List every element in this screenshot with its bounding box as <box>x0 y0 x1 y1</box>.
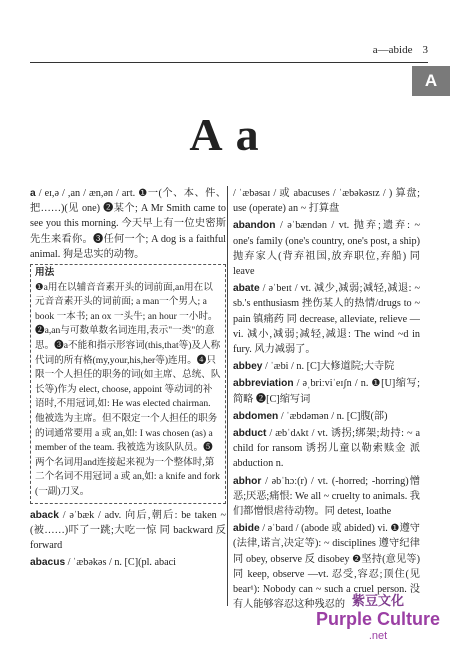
usage-note-text: ❶a用在以辅音音素开头的词前面,an用在以元音音素开头的词前面; a man一个男人; a book 一本书; an ox 一头牛; an hour 一小时。❷a,an与可数单数名词连用,表示"一类"的意思。❸a不能和指示形容词(this,that等)及人称代词的所有格(my,your,his,her等)连用。❹只限一个人担任的职务的词(如主席、总统、队长等)作为 elect, choose, appoint 等动词的补语时,不用冠词,如: He was elected chairman. 他被选为主席。但不限定一个人担任的职务的词通常要用 a 或 an,如: I was chosen (as) a member of the team. 我被选为该队队员。❺两个名词用and连接起来视为一个整体时,第二个名词不用冠词 a 或 an,如: a knife and fork (一副)刀叉。 <box>35 281 221 497</box>
headword: abandon <box>233 220 276 232</box>
headword: abduct <box>233 428 267 440</box>
headword: a <box>30 188 36 199</box>
headword: aback <box>30 509 59 521</box>
headword: abbey <box>233 361 263 373</box>
headword: abdomen <box>233 410 279 422</box>
entry-abide: abide / əˈbaɪd / (abode 或 abided) vi. ❶遵守(法律,诺言,决定等): ~ disciplines 遵守纪律 同 obey, observe 反 disobey ❷坚持(意见等) 同 keep, observe —vt. 忍受,容忍;顶住(见 bear¹): Nobody can ~ such a cruel person. 没有人能够容忍这种残忍的 <box>233 523 420 611</box>
usage-note-box <box>30 264 226 504</box>
running-head-text: a—abide <box>372 44 413 56</box>
header-rule <box>30 62 428 63</box>
running-head <box>373 44 428 56</box>
entry-abhor: abhor / əbˈhɔː(r) / vt. (-horred; -horring)憎恶;厌恶;痛恨: We all ~ cruelty to animals. 我们都憎恨虐待动物。同 detest, loathe <box>233 475 420 518</box>
headword: abate <box>233 283 260 295</box>
entry-a: a / eɪ,ə / ,an / æn,ən / art. ❶一(个、本、件、把……)(见 one) ❷某个; A Mr Smith came to see you this morning. 今天早上有一位史密斯先生来看你。❸任何一个; A dog is a faithful animal. 狗是忠实的动物。 <box>30 188 226 260</box>
entry-aback: aback / əˈbæk / adv. 向后,朝后: be taken ~(被……)吓了一跳;大吃一惊 同 backward 反 forward <box>30 509 226 551</box>
watermark-cn: 紫豆文化 <box>351 593 404 608</box>
headword: abbreviation <box>233 378 294 390</box>
watermark-en: Purple Culture <box>315 609 440 629</box>
headword: abacus <box>30 557 66 569</box>
page-number: 3 <box>422 44 428 56</box>
watermark-logo <box>316 590 440 642</box>
entry-abacus: abacus / ˈæbəkəs / n. [C](pl. abaci <box>30 557 177 569</box>
section-letter-title: A a <box>189 109 261 160</box>
entry-abacus-cont: / ˈæbəsaɪ / 或 abacuses / ˈæbəkəsɪz / ) 算盘; use (operate) an ~ 打算盘 <box>233 188 420 215</box>
left-column <box>30 186 226 572</box>
headword: abhor <box>233 475 262 487</box>
entry-abduct: abduct / æbˈdʌkt / vt. 诱拐;绑架;劫持: ~ a child for ransom 诱拐儿童以勒索赎金 派 abduction n. <box>233 428 420 470</box>
column-divider <box>227 186 228 606</box>
right-column <box>233 186 420 614</box>
entry-abbreviation: abbreviation / əˌbriːviˈeɪʃn / n. ❶[U]缩写;简略 ❷[C]缩写词 <box>233 378 420 405</box>
entry-abbey: abbey / ˈæbi / n. [C]大修道院;大寺院 <box>233 361 395 373</box>
thumb-index-tab[interactable]: A <box>412 66 450 96</box>
entry-abandon: abandon / əˈbændən / vt. 抛弃;遗弃: ~ one's family (one's country, one's post, a ship) 抛弃家人(背弃祖国,放弃职位,弃船) 同 leave <box>233 220 420 278</box>
usage-note-title: 用法 <box>35 267 55 279</box>
entry-abdomen: abdomen / ˈæbdəmən / n. [C]腹(部) <box>233 410 388 422</box>
headword: abide <box>233 523 260 535</box>
watermark-domain: .net <box>368 630 388 642</box>
entry-abate: abate / əˈbeɪt / vt. 减少,减弱;减轻,减退: ~ sb.'s enthusiasm 挫伤某人的热情/drugs to ~ pain 镇痛药 同 decrease, alleviate, relieve —vi. 减小,减弱;减轻,减退: The wind ~d in fury. 风力减弱了。 <box>233 283 420 356</box>
